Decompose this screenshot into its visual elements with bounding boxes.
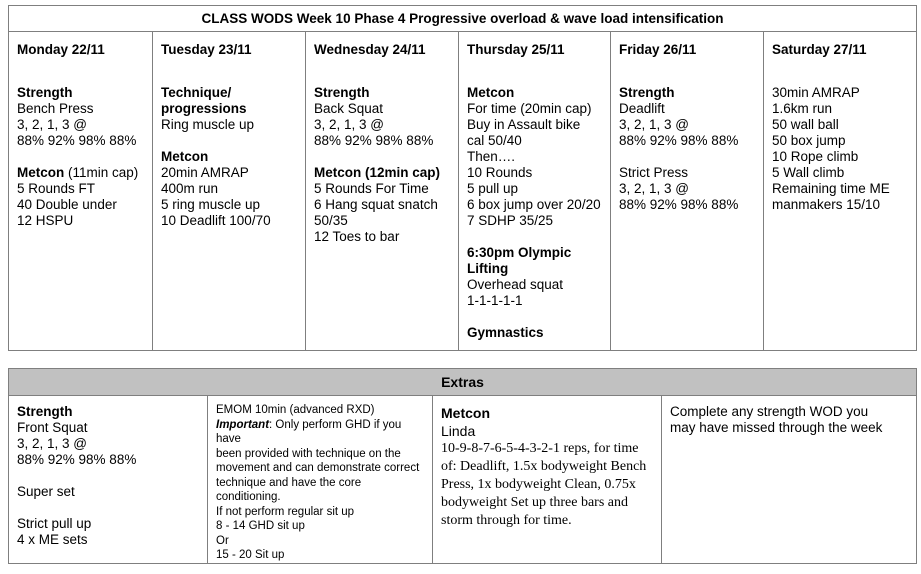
text-segment: 30min AMRAP — [772, 85, 860, 100]
text-segment: 3, 2, 1, 3 @ — [17, 117, 87, 132]
text-segment: 40 Double under — [17, 197, 117, 212]
text-segment: Back Squat — [314, 101, 384, 116]
extras-cell-1 — [208, 396, 433, 563]
text-line — [467, 261, 602, 277]
text-line — [772, 85, 908, 101]
text-segment: 6:30pm Olympic — [467, 245, 572, 260]
text-line — [17, 197, 144, 213]
text-line — [467, 133, 602, 149]
text-line — [441, 440, 653, 458]
text-line — [216, 403, 424, 418]
text-line — [161, 149, 297, 165]
text-segment: storm through for time. — [441, 513, 572, 528]
text-segment: 88% 92% 98% 88% — [17, 452, 137, 467]
text-line — [17, 101, 144, 117]
text-line — [17, 213, 144, 229]
text-line — [467, 149, 602, 165]
text-segment: 3, 2, 1, 3 @ — [17, 436, 87, 451]
text-segment: 10 Rope climb — [772, 149, 859, 164]
text-line — [17, 117, 144, 133]
text-segment: 4 x ME sets — [17, 532, 88, 547]
text-segment: 10 Rounds — [467, 165, 533, 180]
text-segment: 12 HSPU — [17, 213, 74, 228]
text-segment: 88% 92% 98% 88% — [17, 133, 137, 148]
text-line — [619, 149, 755, 165]
text-segment: 50 wall ball — [772, 117, 839, 132]
text-segment: movement and can demonstrate correct — [216, 462, 420, 474]
text-line — [619, 181, 755, 197]
text-segment: Linda — [441, 423, 476, 439]
text-line — [467, 101, 602, 117]
text-segment: Metcon — [467, 85, 515, 100]
text-segment: Metcon — [17, 165, 65, 180]
text-line — [467, 229, 602, 245]
text-segment: 5 Rounds FT — [17, 181, 96, 196]
text-line — [216, 505, 424, 520]
day-header-thursday: Thursday 25/11 — [459, 32, 611, 77]
text-line — [670, 420, 908, 436]
extras-cell-3 — [662, 396, 916, 563]
text-segment: 5 Rounds For Time — [314, 181, 429, 196]
text-line — [619, 133, 755, 149]
text-segment: Strict pull up — [17, 516, 92, 531]
text-segment: Press, 1x bodyweight Clean, 0.75x — [441, 477, 636, 492]
text-segment: (11min cap) — [64, 165, 139, 180]
text-segment: Front Squat — [17, 420, 88, 435]
text-line — [467, 197, 602, 213]
day-header-friday: Friday 26/11 — [611, 32, 764, 77]
text-line — [619, 117, 755, 133]
page-title: CLASS WODS Week 10 Phase 4 Progressive overload & wave load intensification — [9, 6, 916, 32]
text-line — [161, 85, 297, 101]
text-line — [467, 117, 602, 133]
text-segment: 88% 92% 98% 88% — [619, 133, 739, 148]
day-header-tuesday: Tuesday 23/11 — [153, 32, 306, 77]
text-segment: 50 box jump — [772, 133, 846, 148]
text-line — [17, 516, 199, 532]
day-cell-friday — [611, 77, 764, 350]
text-line — [216, 519, 424, 534]
text-line — [619, 197, 755, 213]
text-segment: progressions — [161, 101, 247, 116]
text-segment: been provided with technique on the — [216, 447, 401, 460]
text-segment: Lifting — [467, 261, 509, 276]
day-cell-saturday — [764, 77, 916, 350]
text-segment: 50/35 — [314, 213, 348, 228]
text-line — [17, 133, 144, 149]
text-segment: Metcon (12min cap) — [314, 165, 441, 180]
text-line — [772, 165, 908, 181]
wods-table — [8, 5, 917, 351]
text-segment: 15 - 20 Sit up — [216, 549, 285, 561]
text-line — [772, 149, 908, 165]
text-line — [441, 512, 653, 530]
text-line — [314, 229, 450, 245]
text-line — [314, 133, 450, 149]
text-segment: 5 ring muscle up — [161, 197, 261, 212]
text-line — [441, 422, 653, 440]
text-line — [17, 420, 199, 436]
text-segment: Complete any strength WOD you — [670, 404, 869, 419]
text-line — [772, 181, 908, 197]
text-line — [467, 245, 602, 261]
text-segment: Ring muscle up — [161, 117, 255, 132]
day-content-row — [9, 77, 916, 350]
text-line — [216, 476, 424, 505]
text-line — [467, 277, 602, 293]
text-line — [441, 458, 653, 476]
extras-table — [8, 368, 917, 564]
text-line — [17, 484, 199, 500]
text-segment: 5 pull up — [467, 181, 519, 196]
text-segment: Super set — [17, 484, 75, 499]
text-line — [314, 149, 450, 165]
text-line — [161, 213, 297, 229]
text-line — [314, 101, 450, 117]
text-segment: Important — [216, 418, 270, 431]
day-header-row — [9, 32, 916, 77]
text-segment: cal 50/40 — [467, 133, 522, 148]
text-segment: Bench Press — [17, 101, 94, 116]
text-segment: 20min AMRAP — [161, 165, 249, 180]
text-line — [17, 85, 144, 101]
text-line — [467, 85, 602, 101]
text-segment: Strength — [619, 85, 675, 100]
text-segment: For time (20min cap) — [467, 101, 592, 116]
text-line — [216, 534, 424, 549]
text-line — [441, 476, 653, 494]
text-segment: : Only perform GHD if you have — [216, 418, 402, 445]
text-line — [17, 165, 144, 181]
text-segment: Or — [216, 534, 229, 547]
day-cell-wednesday — [306, 77, 459, 350]
extras-cell-2 — [433, 396, 662, 563]
text-line — [467, 293, 602, 309]
text-segment: 6 box jump over 20/20 — [467, 197, 601, 212]
text-segment: If not perform regular sit up — [216, 505, 355, 518]
text-segment: Remaining time ME — [772, 181, 890, 196]
text-segment: Strict Press — [619, 165, 689, 180]
text-line — [467, 213, 602, 229]
text-line — [17, 149, 144, 165]
text-line — [314, 197, 450, 213]
text-line — [619, 101, 755, 117]
text-line — [216, 447, 424, 462]
text-line — [17, 500, 199, 516]
text-line — [161, 117, 297, 133]
text-line — [17, 452, 199, 468]
extras-title: Extras — [9, 369, 916, 396]
text-line — [314, 165, 450, 181]
day-cell-tuesday — [153, 77, 306, 350]
day-cell-monday — [9, 77, 153, 350]
text-segment: Technique/ — [161, 85, 232, 100]
text-line — [467, 181, 602, 197]
text-segment: 1-1-1-1-1 — [467, 293, 523, 308]
text-line — [467, 165, 602, 181]
text-line — [17, 181, 144, 197]
text-segment: Deadlift — [619, 101, 665, 116]
text-segment: Buy in Assault bike — [467, 117, 581, 132]
text-line — [314, 181, 450, 197]
text-segment: may have missed through the week — [670, 420, 883, 435]
text-segment: Metcon — [161, 149, 209, 164]
day-cell-thursday — [459, 77, 611, 350]
text-segment: 5 Wall climb — [772, 165, 845, 180]
text-line — [161, 133, 297, 149]
text-line — [314, 85, 450, 101]
text-segment: Strength — [17, 404, 73, 419]
text-segment: Strength — [17, 85, 73, 100]
text-line — [314, 213, 450, 229]
text-segment: EMOM 10min (advanced RXD) — [216, 404, 375, 416]
text-segment: Then…. — [467, 149, 516, 164]
text-line — [772, 101, 908, 117]
text-line — [216, 461, 424, 476]
text-segment: 12 Toes to bar — [314, 229, 400, 244]
text-line — [17, 468, 199, 484]
text-segment: 3, 2, 1, 3 @ — [314, 117, 384, 132]
text-segment: of: Deadlift, 1.5x bodyweight Bench — [441, 459, 647, 474]
text-line — [441, 494, 653, 512]
text-segment: 6 Hang squat snatch — [314, 197, 438, 212]
text-line — [772, 133, 908, 149]
day-header-saturday: Saturday 27/11 — [772, 42, 867, 57]
text-segment: 400m run — [161, 181, 219, 196]
text-segment: Gymnastics — [467, 325, 544, 340]
text-segment: 88% 92% 98% 88% — [619, 197, 739, 212]
text-segment: 3, 2, 1, 3 @ — [619, 181, 689, 196]
text-line — [772, 197, 908, 213]
text-line — [619, 85, 755, 101]
extras-cell-0 — [9, 396, 208, 563]
text-line — [216, 548, 424, 563]
text-segment: Strength — [314, 85, 370, 100]
text-segment: bodyweight Set up three bars and — [441, 495, 629, 510]
text-line — [161, 165, 297, 181]
text-line — [161, 181, 297, 197]
text-line — [670, 404, 908, 420]
text-line — [314, 117, 450, 133]
text-line — [17, 436, 199, 452]
text-line — [467, 309, 602, 325]
text-segment: 3, 2, 1, 3 @ — [619, 117, 689, 132]
text-line — [17, 532, 199, 548]
text-line — [619, 165, 755, 181]
text-segment: manmakers 15/10 — [772, 197, 881, 212]
text-segment: 1.6km run — [772, 101, 833, 116]
text-line — [467, 325, 602, 341]
text-segment: technique and have the core conditioning. — [216, 476, 362, 503]
extras-content-row — [9, 396, 916, 563]
text-segment: Overhead squat — [467, 277, 564, 292]
text-segment: 10-9-8-7-6-5-4-3-2-1 reps, for time — [441, 441, 639, 456]
text-line — [772, 117, 908, 133]
text-segment: Metcon — [441, 405, 490, 421]
text-line — [216, 418, 424, 447]
day-header-monday: Monday 22/11 — [9, 32, 153, 77]
text-line — [441, 404, 653, 422]
text-segment: 10 Deadlift 100/70 — [161, 213, 271, 228]
text-line — [161, 101, 297, 117]
text-segment: 88% 92% 98% 88% — [314, 133, 434, 148]
day-header-wednesday: Wednesday 24/11 — [306, 32, 459, 77]
text-line — [17, 404, 199, 420]
text-segment: 7 SDHP 35/25 — [467, 213, 554, 228]
text-segment: 8 - 14 GHD sit up — [216, 520, 305, 532]
text-line — [161, 197, 297, 213]
